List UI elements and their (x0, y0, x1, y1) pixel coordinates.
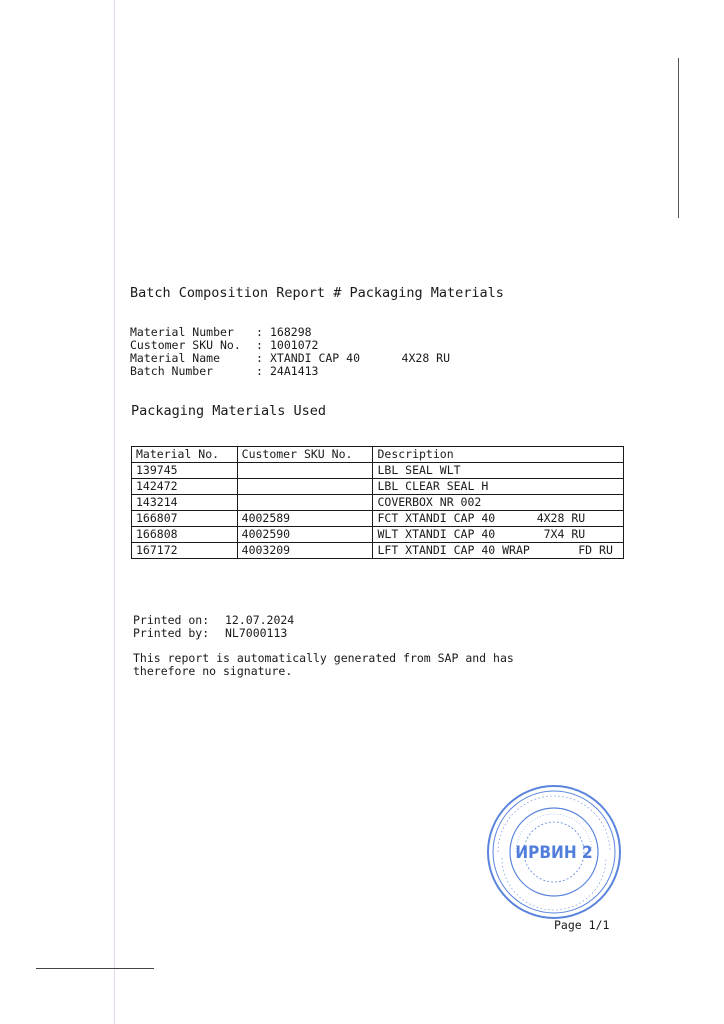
batch-number-row (130, 365, 450, 378)
material-no-cell: 167172 (132, 543, 238, 559)
customer-sku-cell (237, 495, 373, 511)
stamp-text: ИРВИН 2 (515, 843, 593, 863)
company-stamp (484, 782, 624, 922)
field-label: Batch Number (130, 364, 214, 378)
description-cell: WLT XTANDI CAP 40 7X4 RU (373, 527, 624, 543)
table-row (132, 479, 624, 495)
field-separator: : (256, 351, 263, 365)
field-label: Material Number (130, 325, 234, 339)
material-no-cell: 166807 (132, 511, 238, 527)
field-separator: : (256, 325, 263, 339)
material-name-value: XTANDI CAP 40 4X28 RU (270, 351, 451, 365)
printed-on-value: 12.07.2024 (225, 613, 295, 627)
material-no-cell: 143214 (132, 495, 238, 511)
table-row (132, 527, 624, 543)
description-cell: LBL SEAL WLT (373, 463, 624, 479)
printed-by-row (133, 627, 294, 640)
scan-margin-line (678, 58, 679, 218)
table-header-row (132, 447, 624, 463)
printed-on-label: Printed on: (133, 613, 210, 627)
customer-sku-cell: 4002589 (237, 511, 373, 527)
description-cell: LBL CLEAR SEAL H (373, 479, 624, 495)
material-no-cell: 166808 (132, 527, 238, 543)
printed-by-value: NL7000113 (225, 626, 288, 640)
signature-note: This report is automatically generated from SAP and has therefore no signature. (133, 651, 514, 678)
material-no-cell: 142472 (132, 479, 238, 495)
customer-sku-cell: 4003209 (237, 543, 373, 559)
material-number-value: 168298 (270, 325, 312, 339)
customer-sku-cell: 4002590 (237, 527, 373, 543)
customer-sku-value: 1001072 (270, 338, 319, 352)
customer-sku-cell (237, 463, 373, 479)
field-separator: : (256, 364, 263, 378)
customer-sku-cell (237, 479, 373, 495)
table-row (132, 495, 624, 511)
scan-edge-line (114, 0, 115, 1024)
print-info (133, 614, 294, 640)
packaging-table (131, 446, 624, 559)
page-number: Page 1/1 (554, 918, 610, 932)
field-separator: : (256, 338, 263, 352)
report-title: Batch Composition Report # Packaging Materials (130, 285, 504, 301)
table-row (132, 511, 624, 527)
description-cell: FCT XTANDI CAP 40 4X28 RU (373, 511, 624, 527)
stamp-arc-text-bottom (502, 858, 606, 910)
batch-number-value: 24A1413 (270, 364, 319, 378)
column-header: Material No. (132, 447, 238, 463)
material-info (130, 326, 450, 378)
field-label: Material Name (130, 351, 221, 365)
table-row (132, 543, 624, 559)
column-header: Description (373, 447, 624, 463)
description-cell: LFT XTANDI CAP 40 WRAP FD RU (373, 543, 624, 559)
field-label: Customer SKU No. (130, 338, 241, 352)
table-row (132, 463, 624, 479)
description-cell: COVERBOX NR 002 (373, 495, 624, 511)
column-header: Customer SKU No. (237, 447, 373, 463)
printed-by-label: Printed by: (133, 626, 210, 640)
scan-bottom-line (36, 968, 154, 969)
material-no-cell: 139745 (132, 463, 238, 479)
section-heading: Packaging Materials Used (131, 403, 327, 419)
